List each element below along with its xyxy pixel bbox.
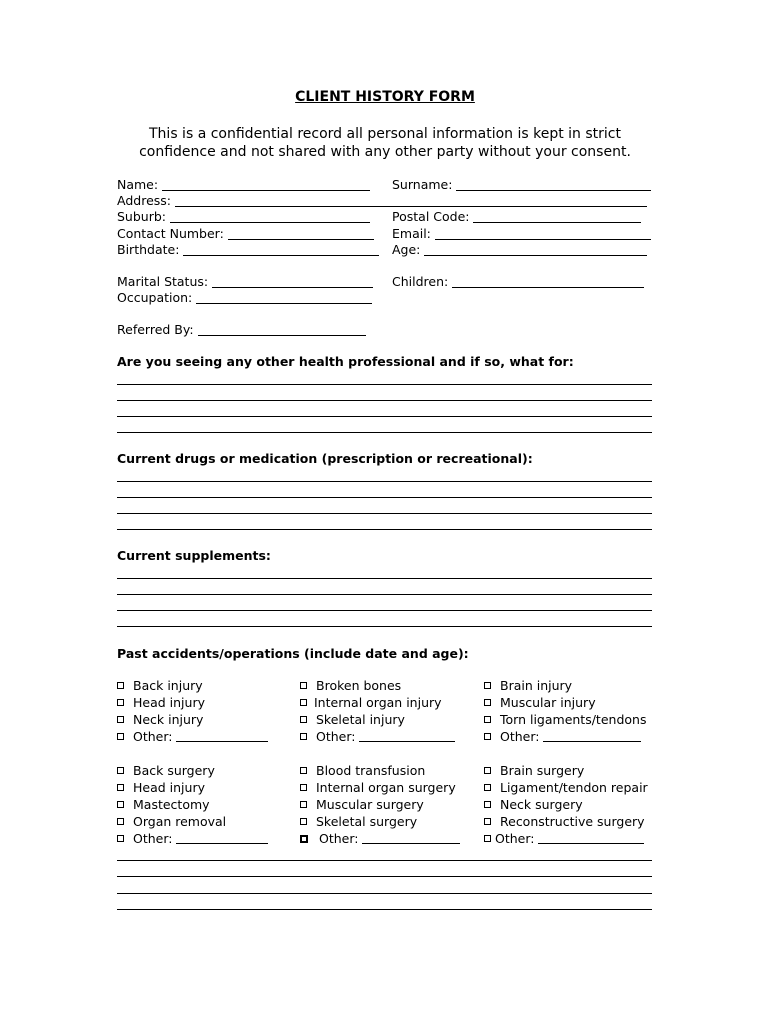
accidents-heading: Past accidents/operations (include date and age): bbox=[117, 646, 469, 661]
checkbox-label: Blood transfusion bbox=[316, 763, 426, 778]
checkbox-injury-other-2[interactable] bbox=[300, 728, 455, 745]
contact-number-input[interactable] bbox=[228, 239, 374, 240]
checkbox-surgery-other-1[interactable] bbox=[117, 830, 268, 847]
surname-field bbox=[392, 177, 651, 193]
contact-number-field bbox=[117, 226, 374, 242]
marital-status-input[interactable] bbox=[212, 287, 373, 288]
age-input[interactable] bbox=[424, 255, 647, 256]
checkbox-icon[interactable] bbox=[117, 818, 124, 825]
checkbox-neck-injury[interactable] bbox=[117, 711, 203, 728]
checkbox-icon[interactable] bbox=[117, 767, 124, 774]
checkbox-muscular-injury[interactable] bbox=[484, 694, 596, 711]
drugs-line[interactable] bbox=[117, 529, 652, 530]
checkbox-torn-ligaments[interactable] bbox=[484, 711, 646, 728]
checkbox-skeletal-injury[interactable] bbox=[300, 711, 405, 728]
suburb-input[interactable] bbox=[170, 222, 370, 223]
checkbox-label: Head injury bbox=[133, 780, 205, 795]
checkbox-label: Ligament/tendon repair bbox=[500, 780, 648, 795]
name-input[interactable] bbox=[162, 190, 370, 191]
birthdate-label: Birthdate: bbox=[117, 242, 180, 257]
checkbox-label: Brain surgery bbox=[500, 763, 585, 778]
other-input[interactable] bbox=[176, 843, 268, 844]
referred-by-label: Referred By: bbox=[117, 322, 194, 337]
intro-line-2: confidence and not shared with any other party without your consent. bbox=[139, 144, 631, 160]
health-professional-heading: Are you seeing any other health professional and if so, what for: bbox=[117, 354, 574, 369]
checkbox-muscular-surgery[interactable] bbox=[300, 796, 424, 813]
suburb-field bbox=[117, 209, 370, 225]
checkbox-icon[interactable] bbox=[484, 767, 491, 774]
checkbox-injury-other-1[interactable] bbox=[117, 728, 268, 745]
checkbox-head-injury-surgery[interactable] bbox=[117, 779, 205, 796]
suburb-label: Suburb: bbox=[117, 209, 166, 224]
supplements-heading: Current supplements: bbox=[117, 548, 271, 563]
surname-input[interactable] bbox=[456, 190, 651, 191]
supplements-line[interactable] bbox=[117, 594, 652, 595]
checkbox-label: Muscular injury bbox=[500, 695, 596, 710]
other-input[interactable] bbox=[176, 741, 268, 742]
checkbox-ligament-repair[interactable] bbox=[484, 779, 648, 796]
checkbox-injury-other-3[interactable] bbox=[484, 728, 641, 745]
checkbox-icon[interactable] bbox=[117, 801, 124, 808]
accidents-line[interactable] bbox=[117, 893, 652, 894]
checkbox-blood-transfusion[interactable] bbox=[300, 762, 425, 779]
health-professional-line[interactable] bbox=[117, 384, 652, 385]
checkbox-label: Organ removal bbox=[133, 814, 227, 829]
checkbox-label: Other: bbox=[133, 831, 173, 846]
marital-status-field bbox=[117, 274, 373, 290]
checkbox-icon[interactable] bbox=[300, 784, 307, 791]
checkbox-broken-bones[interactable] bbox=[300, 677, 401, 694]
checkbox-icon[interactable] bbox=[300, 767, 307, 774]
accidents-line[interactable] bbox=[117, 876, 652, 877]
marital-status-label: Marital Status: bbox=[117, 274, 209, 289]
checkbox-reconstructive-surgery[interactable] bbox=[484, 813, 645, 830]
checkbox-label: Other: bbox=[316, 729, 356, 744]
checkbox-label: Back surgery bbox=[133, 763, 215, 778]
checkbox-icon[interactable] bbox=[484, 733, 491, 740]
form-intro bbox=[0, 125, 770, 161]
checkbox-surgery-other-2[interactable] bbox=[300, 830, 460, 847]
checkbox-internal-organ-injury[interactable] bbox=[300, 694, 442, 711]
checkbox-internal-organ-surgery[interactable] bbox=[300, 779, 456, 796]
checkbox-label: Other: bbox=[319, 831, 359, 846]
checkbox-icon[interactable] bbox=[117, 733, 124, 740]
health-professional-line[interactable] bbox=[117, 432, 652, 433]
postal-code-field bbox=[392, 209, 641, 225]
postal-code-input[interactable] bbox=[473, 222, 641, 223]
children-label: Children: bbox=[392, 274, 449, 289]
drugs-heading: Current drugs or medication (prescription or recreational): bbox=[117, 451, 533, 466]
other-input[interactable] bbox=[362, 843, 460, 844]
checkbox-icon[interactable] bbox=[300, 716, 307, 723]
surname-label: Surname: bbox=[392, 177, 453, 192]
contact-number-label: Contact Number: bbox=[117, 226, 224, 241]
referred-by-input[interactable] bbox=[198, 335, 366, 336]
drugs-line[interactable] bbox=[117, 513, 652, 514]
checkbox-icon[interactable] bbox=[300, 682, 307, 689]
checkbox-neck-surgery[interactable] bbox=[484, 796, 583, 813]
other-input[interactable] bbox=[543, 741, 641, 742]
other-input[interactable] bbox=[359, 741, 455, 742]
checkbox-icon[interactable] bbox=[484, 818, 491, 825]
checkbox-organ-removal[interactable] bbox=[117, 813, 226, 830]
checkbox-label: Skeletal surgery bbox=[316, 814, 418, 829]
checkbox-back-injury[interactable] bbox=[117, 677, 203, 694]
checkbox-label: Internal organ surgery bbox=[316, 780, 456, 795]
checkbox-icon[interactable] bbox=[117, 682, 124, 689]
postal-code-label: Postal Code: bbox=[392, 209, 470, 224]
health-professional-line[interactable] bbox=[117, 400, 652, 401]
accidents-line[interactable] bbox=[117, 909, 652, 910]
checkbox-icon[interactable] bbox=[117, 716, 124, 723]
checkbox-label: Head injury bbox=[133, 695, 205, 710]
checkbox-head-injury[interactable] bbox=[117, 694, 205, 711]
checkbox-icon[interactable] bbox=[117, 784, 124, 791]
checkbox-label: Back injury bbox=[133, 678, 203, 693]
checkbox-label: Torn ligaments/tendons bbox=[500, 712, 647, 727]
occupation-field bbox=[117, 290, 372, 306]
checkbox-label: Skeletal injury bbox=[316, 712, 405, 727]
email-label: Email: bbox=[392, 226, 431, 241]
checkbox-icon[interactable] bbox=[484, 699, 491, 706]
email-input[interactable] bbox=[435, 239, 651, 240]
address-field bbox=[117, 193, 647, 209]
children-field bbox=[392, 274, 644, 290]
checkbox-back-surgery[interactable] bbox=[117, 762, 215, 779]
age-label: Age: bbox=[392, 242, 421, 257]
checkbox-label: Reconstructive surgery bbox=[500, 814, 645, 829]
checkbox-label: Internal organ injury bbox=[314, 695, 442, 710]
checkbox-icon[interactable] bbox=[300, 818, 307, 825]
form-title: CLIENT HISTORY FORM bbox=[295, 89, 475, 105]
checkbox-label: Neck injury bbox=[133, 712, 204, 727]
checkbox-icon[interactable] bbox=[484, 716, 491, 723]
address-label: Address: bbox=[117, 193, 171, 208]
checkbox-icon[interactable] bbox=[484, 835, 491, 842]
checkbox-label: Mastectomy bbox=[133, 797, 210, 812]
checkbox-brain-injury[interactable] bbox=[484, 677, 572, 694]
checkbox-label: Broken bones bbox=[316, 678, 402, 693]
name-field bbox=[117, 177, 370, 193]
checkbox-label: Other: bbox=[495, 831, 535, 846]
name-label: Name: bbox=[117, 177, 159, 192]
occupation-label: Occupation: bbox=[117, 290, 193, 305]
supplements-line[interactable] bbox=[117, 610, 652, 611]
checkbox-label: Other: bbox=[133, 729, 173, 744]
accidents-line[interactable] bbox=[117, 860, 652, 861]
occupation-input[interactable] bbox=[196, 303, 372, 304]
other-input[interactable] bbox=[538, 843, 644, 844]
checkbox-skeletal-surgery[interactable] bbox=[300, 813, 417, 830]
intro-line-1: This is a confidential record all personal information is kept in strict bbox=[149, 126, 621, 142]
supplements-line[interactable] bbox=[117, 626, 652, 627]
email-field bbox=[392, 226, 651, 242]
checkbox-icon[interactable] bbox=[300, 699, 307, 706]
checkbox-icon[interactable] bbox=[484, 682, 491, 689]
birthdate-input[interactable] bbox=[183, 255, 379, 256]
checkbox-surgery-other-3[interactable] bbox=[484, 830, 644, 847]
checkbox-icon[interactable] bbox=[117, 835, 124, 842]
checkbox-icon[interactable] bbox=[484, 801, 491, 808]
drugs-line[interactable] bbox=[117, 497, 652, 498]
checkbox-icon[interactable] bbox=[300, 835, 308, 843]
referred-by-field bbox=[117, 322, 366, 338]
checkbox-label: Other: bbox=[500, 729, 540, 744]
checkbox-icon[interactable] bbox=[117, 699, 124, 706]
drugs-line[interactable] bbox=[117, 481, 652, 482]
supplements-line[interactable] bbox=[117, 578, 652, 579]
address-input[interactable] bbox=[175, 206, 647, 207]
checkbox-label: Neck surgery bbox=[500, 797, 583, 812]
checkbox-label: Muscular surgery bbox=[316, 797, 424, 812]
age-field bbox=[392, 242, 647, 258]
birthdate-field bbox=[117, 242, 379, 258]
checkbox-icon[interactable] bbox=[300, 733, 307, 740]
health-professional-line[interactable] bbox=[117, 416, 652, 417]
checkbox-mastectomy[interactable] bbox=[117, 796, 210, 813]
checkbox-label: Brain injury bbox=[500, 678, 573, 693]
checkbox-icon[interactable] bbox=[300, 801, 307, 808]
checkbox-brain-surgery[interactable] bbox=[484, 762, 584, 779]
children-input[interactable] bbox=[452, 287, 644, 288]
checkbox-icon[interactable] bbox=[484, 784, 491, 791]
